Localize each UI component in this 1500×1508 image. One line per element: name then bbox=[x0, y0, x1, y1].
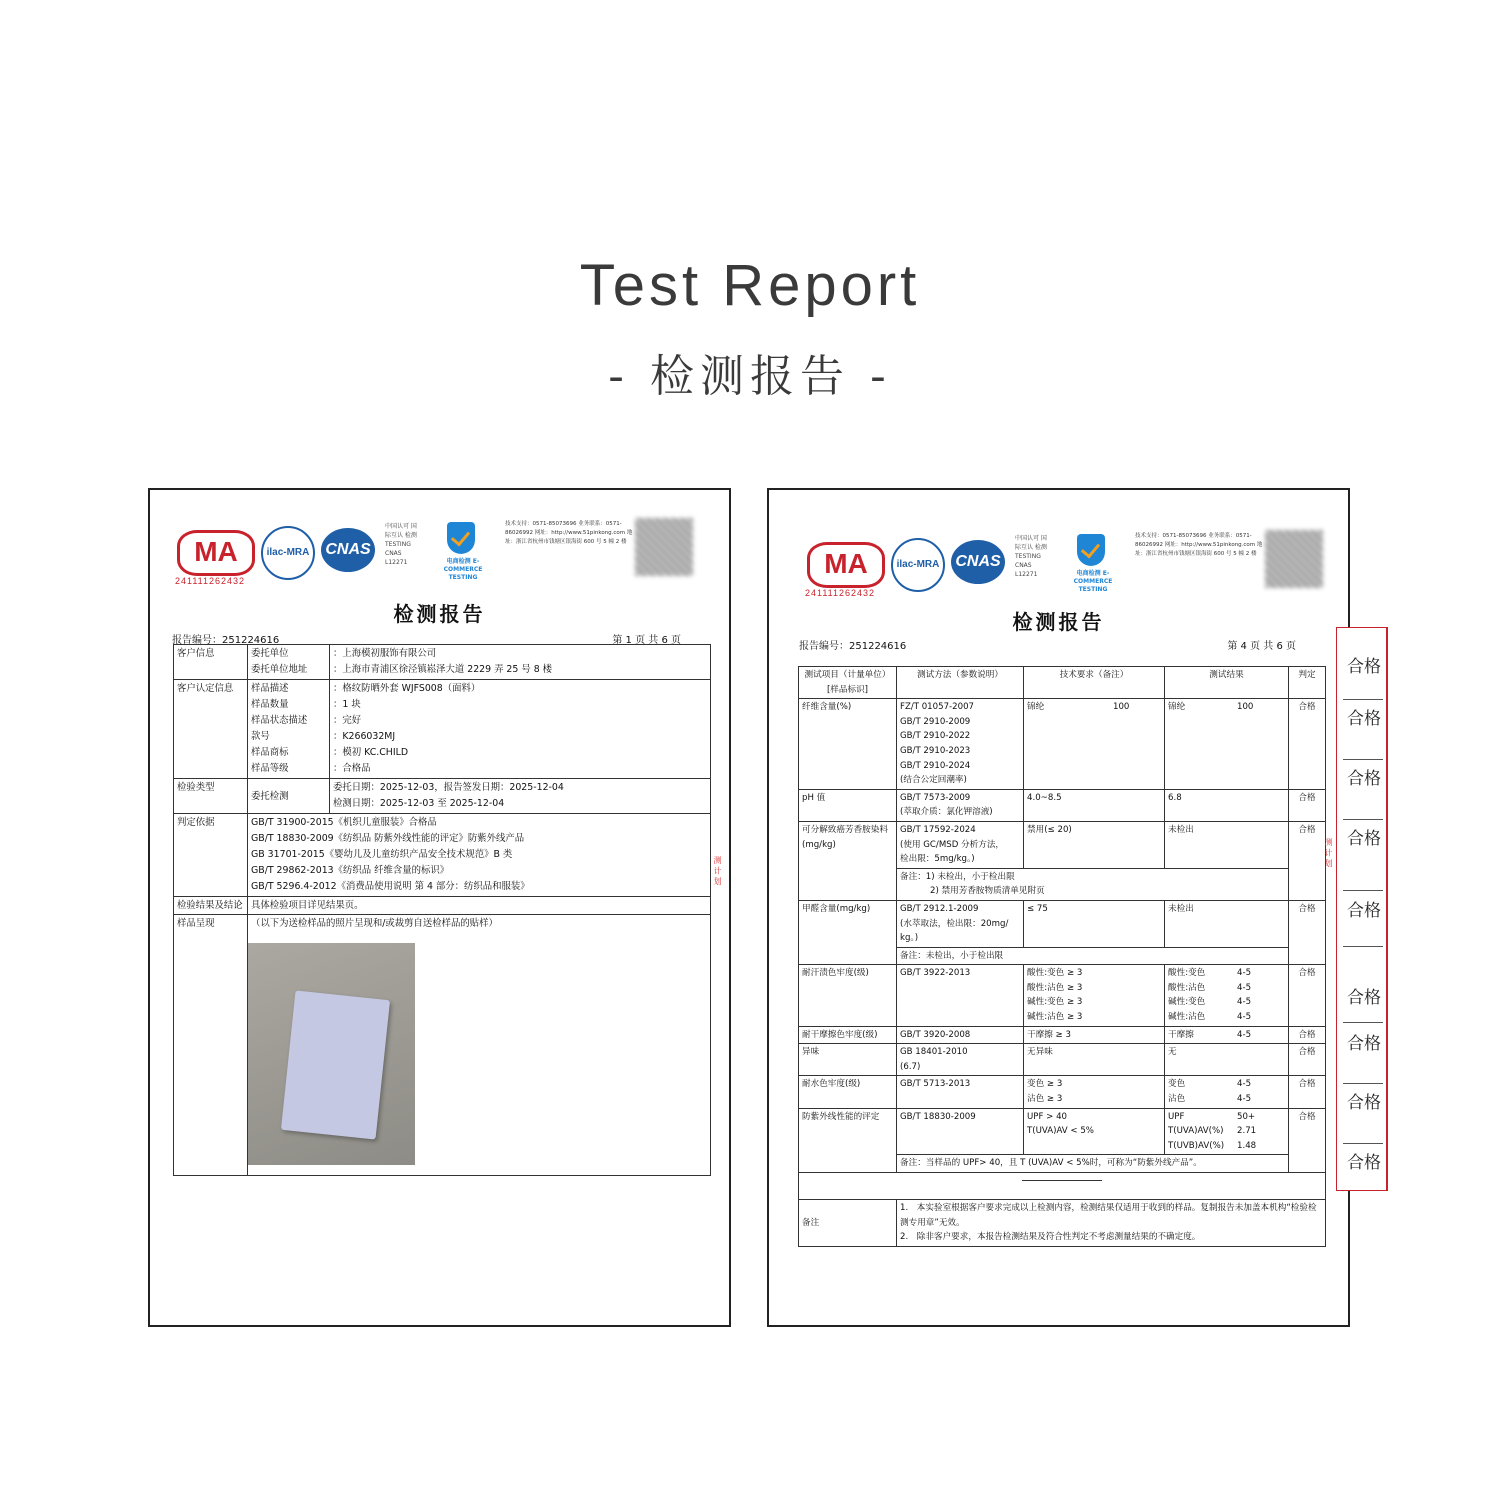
cell-verdict: 合格 bbox=[1289, 1044, 1326, 1076]
column-header-verdict: 判定 bbox=[1289, 667, 1326, 699]
confirm-values: ：格纹防晒外套 WJFS008（面料） ：1 块 ：完好 ：K266032MJ ：模初 KC.CHILD ：合格品 bbox=[330, 680, 711, 779]
contact-info: 技术支持：0571-85073696 业务联系：0571-86026992 网址：http://www.51pinkong.com 地址：浙江省杭州市钱塘区银海街 600 号 5 幢 2 楼 bbox=[505, 521, 633, 545]
table-row bbox=[799, 1108, 1326, 1155]
cell-item: 异味 bbox=[799, 1044, 897, 1076]
cell-note: 备注：未检出，小于检出限 bbox=[897, 947, 1289, 965]
cell-verdict: 合格 bbox=[1289, 821, 1326, 900]
cell-verdict: 合格 bbox=[1289, 965, 1326, 1026]
report-number: 报告编号：251224616 bbox=[172, 635, 280, 646]
pass-label: 合格 bbox=[1347, 769, 1381, 789]
remarks-label: 备注 bbox=[799, 1200, 897, 1247]
cell-method: GB 18401-2010 (6.7) bbox=[897, 1044, 1024, 1076]
table-row bbox=[799, 1026, 1326, 1044]
column-header-result: 测试结果 bbox=[1165, 667, 1289, 699]
divider bbox=[1343, 1022, 1383, 1023]
cell-item: 甲醛含量(mg/kg) bbox=[799, 900, 897, 964]
table-row bbox=[799, 900, 1326, 947]
cell-requirement: 酸性:变色 ≥ 3 酸性:沾色 ≥ 3 碱性:变色 ≥ 3 碱性:沾色 ≥ 3 bbox=[1024, 965, 1165, 1026]
sample-label: 样品呈现 bbox=[174, 915, 248, 1176]
client-info-table bbox=[173, 644, 711, 1176]
margin-seal-mark: 测 计 划 bbox=[1324, 838, 1333, 868]
cell-result: 变色 4-5 沾色 4-5 bbox=[1165, 1076, 1289, 1108]
table-row bbox=[799, 965, 1326, 1026]
cell-method: GB/T 2912.1-2009 (水萃取法，检出限：20mg/ kg。) bbox=[897, 900, 1024, 947]
cell-item: 耐干摩擦色牢度(级) bbox=[799, 1026, 897, 1044]
qr-code bbox=[635, 518, 693, 576]
contact-info: 技术支持：0571-85073696 业务联系：0571-86026992 网址：http://www.51pinkong.com 地址：浙江省杭州市钱塘区银海街 600 号 5 幢 2 楼 bbox=[1135, 533, 1263, 557]
logo-bar bbox=[805, 534, 1335, 604]
cma-logo: MA bbox=[807, 542, 885, 588]
table-row bbox=[799, 699, 1326, 790]
pass-label: 合格 bbox=[1347, 1034, 1381, 1054]
cell-requirement: UPF > 40 T(UVA)AV < 5% bbox=[1024, 1108, 1165, 1155]
pass-label: 合格 bbox=[1347, 1153, 1381, 1173]
cell-result: 未检出 bbox=[1165, 821, 1289, 868]
ilac-mra-logo: ilac-MRA bbox=[261, 526, 315, 580]
cell-verdict: 合格 bbox=[1289, 699, 1326, 790]
cnas-caption: 中国认可 国际互认 检测 TESTING CNAS L12271 bbox=[385, 523, 417, 566]
cell-item: 耐汗渍色牢度(级) bbox=[799, 965, 897, 1026]
cell-note: 备注：1) 未检出，小于检出限 2) 禁用芳香胺物质清单见附页 bbox=[897, 868, 1289, 900]
basis-standards: GB/T 31900-2015《机织儿童服装》合格品 GB/T 18830-2009《纺织品 防紫外线性能的评定》防紫外线产品 GB 31701-2015《婴幼儿及儿童纺织产品安全技术规范》B 类 GB/T 29862-2013《纺织品 纤维含量的标识》 GB/T 5296.4-2012《消费品使用说明 第 4 部分：纺织品和服装》 bbox=[248, 814, 711, 897]
table-divider bbox=[799, 1173, 1326, 1200]
divider bbox=[1343, 890, 1383, 891]
divider bbox=[1343, 759, 1383, 760]
cell-result: UPF 50+ T(UVA)AV(%) 2.71 T(UVB)AV(%) 1.48 bbox=[1165, 1108, 1289, 1155]
pass-label: 合格 bbox=[1347, 829, 1381, 849]
basis-label: 判定依据 bbox=[174, 814, 248, 897]
cell-result: 酸性:变色 4-5 酸性:沾色 4-5 碱性:变色 4-5 碱性:沾色 4-5 bbox=[1165, 965, 1289, 1026]
report-number: 报告编号：251224616 bbox=[799, 641, 907, 652]
shield-check-icon bbox=[447, 522, 475, 554]
column-header-item: 测试项目（计量单位）[样品标识] bbox=[799, 667, 897, 699]
page-title: Test Report bbox=[579, 253, 921, 318]
client-label: 客户信息 bbox=[174, 645, 248, 680]
cell-item: 可分解致癌芳香胺染料(mg/kg) bbox=[799, 821, 897, 900]
report-page-4 bbox=[767, 488, 1350, 1327]
cell-item: 耐水色牢度(级) bbox=[799, 1076, 897, 1108]
cell-verdict: 合格 bbox=[1289, 789, 1326, 821]
cma-number: 241111262432 bbox=[805, 588, 876, 598]
cell-result: 干摩擦 4-5 bbox=[1165, 1026, 1289, 1044]
cell-method: GB/T 7573-2009 (萃取介质：氯化钾溶液) bbox=[897, 789, 1024, 821]
page-number: 第 1 页 共 6 页 bbox=[612, 635, 681, 646]
document-title: 检测报告 bbox=[1012, 610, 1105, 634]
result-label: 检验结果及结论 bbox=[174, 897, 248, 915]
ecommerce-testing-logo bbox=[433, 522, 489, 581]
remarks: 1. 本实验室根据客户要求完成以上检测内容，检测结果仅适用于收到的样品。复制报告未加盖本机构“检验检测专用章”无效。 2. 除非客户要求，本报告检测结果及符合性判定不考虑测量结果的不确定度。 bbox=[897, 1200, 1326, 1247]
cell-method: FZ/T 01057-2007 GB/T 2910-2009 GB/T 2910-2022 GB/T 2910-2023 GB/T 2910-2024 (结合公定回潮率) bbox=[897, 699, 1024, 790]
cma-number: 241111262432 bbox=[175, 576, 246, 586]
page-subtitle: - 检测报告 - bbox=[608, 351, 892, 402]
sample-photo bbox=[248, 943, 415, 1165]
confirm-keys: 样品描述 样品数量 样品状态描述 款号 样品商标 样品等级 bbox=[248, 680, 330, 779]
cell-result: 6.8 bbox=[1165, 789, 1289, 821]
client-values: ：上海模初服饰有限公司 ：上海市青浦区徐泾镇崧泽大道 2229 弄 25 号 8 楼 bbox=[330, 645, 711, 680]
pass-label: 合格 bbox=[1347, 901, 1381, 921]
report-page-1 bbox=[148, 488, 731, 1327]
cell-method: GB/T 5713-2013 bbox=[897, 1076, 1024, 1108]
cnas-caption: 中国认可 国际互认 检测 TESTING CNAS L12271 bbox=[1015, 535, 1047, 578]
cma-logo: MA bbox=[177, 530, 255, 576]
column-header-method: 测试方法（参数说明） bbox=[897, 667, 1024, 699]
cell-result: 锦纶 100 bbox=[1165, 699, 1289, 790]
column-header-requirement: 技术要求（备注） bbox=[1024, 667, 1165, 699]
cell-method: GB/T 3920-2008 bbox=[897, 1026, 1024, 1044]
cell-note: 备注：当样品的 UPF> 40，且 T (UVA)AV < 5%时，可称为“防紫外线产品”。 bbox=[897, 1155, 1289, 1173]
cell-requirement: 无异味 bbox=[1024, 1044, 1165, 1076]
qr-code bbox=[1265, 530, 1323, 588]
cell-method: GB/T 18830-2009 bbox=[897, 1108, 1024, 1155]
type-value: 委托检测 bbox=[248, 779, 330, 814]
cell-requirement: 4.0~8.5 bbox=[1024, 789, 1165, 821]
ecommerce-testing-logo bbox=[1063, 534, 1119, 593]
sample-caption: （以下为送检样品的照片呈现和/或裁剪自送检样品的贴样） bbox=[251, 918, 498, 929]
cell-requirement: 锦纶 100 bbox=[1024, 699, 1165, 790]
cell-item: 纤维含量(%) bbox=[799, 699, 897, 790]
cell-method: GB/T 3922-2013 bbox=[897, 965, 1024, 1026]
pass-label: 合格 bbox=[1347, 1093, 1381, 1113]
table-row bbox=[799, 789, 1326, 821]
cell-requirement: ≤ 75 bbox=[1024, 900, 1165, 947]
ilac-mra-logo: ilac-MRA bbox=[891, 538, 945, 592]
divider bbox=[1343, 946, 1383, 947]
shield-check-icon bbox=[1077, 534, 1105, 566]
table-row bbox=[799, 821, 1326, 868]
cell-requirement: 变色 ≥ 3 沾色 ≥ 3 bbox=[1024, 1076, 1165, 1108]
pass-label: 合格 bbox=[1347, 988, 1381, 1008]
cell-verdict: 合格 bbox=[1289, 1076, 1326, 1108]
confirm-label: 客户认定信息 bbox=[174, 680, 248, 779]
margin-seal-mark: 测 计 划 bbox=[713, 856, 722, 886]
cnas-logo: CNAS bbox=[321, 528, 375, 572]
page-number: 第 4 页 共 6 页 bbox=[1227, 641, 1296, 652]
divider bbox=[1343, 1083, 1383, 1084]
type-dates: 委托日期：2025-12-03，报告签发日期：2025-12-04 检测日期：2025-12-03 至 2025-12-04 bbox=[330, 779, 711, 814]
result-value: 具体检验项目详见结果页。 bbox=[248, 897, 711, 915]
cell-verdict: 合格 bbox=[1289, 1026, 1326, 1044]
divider bbox=[1343, 1143, 1383, 1144]
table-row bbox=[799, 1044, 1326, 1076]
table-row bbox=[799, 1076, 1326, 1108]
divider bbox=[1343, 819, 1383, 820]
divider bbox=[1343, 699, 1383, 700]
pass-label: 合格 bbox=[1347, 657, 1381, 677]
pass-label-strip bbox=[1336, 627, 1388, 1191]
document-title: 检测报告 bbox=[393, 602, 486, 626]
pass-label: 合格 bbox=[1347, 709, 1381, 729]
cell-item: 防紫外线性能的评定 bbox=[799, 1108, 897, 1172]
cell-verdict: 合格 bbox=[1289, 1108, 1326, 1172]
ecommerce-caption: 电商检测 E-COMMERCE TESTING bbox=[443, 558, 483, 581]
cell-result: 无 bbox=[1165, 1044, 1289, 1076]
ecommerce-caption: 电商检测 E-COMMERCE TESTING bbox=[1073, 570, 1113, 593]
cell-result: 未检出 bbox=[1165, 900, 1289, 947]
sample-cell bbox=[248, 915, 711, 1176]
cell-verdict: 合格 bbox=[1289, 900, 1326, 964]
client-keys: 委托单位 委托单位地址 bbox=[248, 645, 330, 680]
cell-item: pH 值 bbox=[799, 789, 897, 821]
cnas-logo: CNAS bbox=[951, 540, 1005, 584]
type-label: 检验类型 bbox=[174, 779, 248, 814]
test-results-table bbox=[798, 666, 1326, 1247]
cell-requirement: 干摩擦 ≥ 3 bbox=[1024, 1026, 1165, 1044]
cell-method: GB/T 17592-2024 (使用 GC/MSD 分析方法， 检出限：5mg/kg。) bbox=[897, 821, 1024, 868]
cell-requirement: 禁用(≤ 20) bbox=[1024, 821, 1165, 868]
logo-bar bbox=[175, 522, 705, 592]
